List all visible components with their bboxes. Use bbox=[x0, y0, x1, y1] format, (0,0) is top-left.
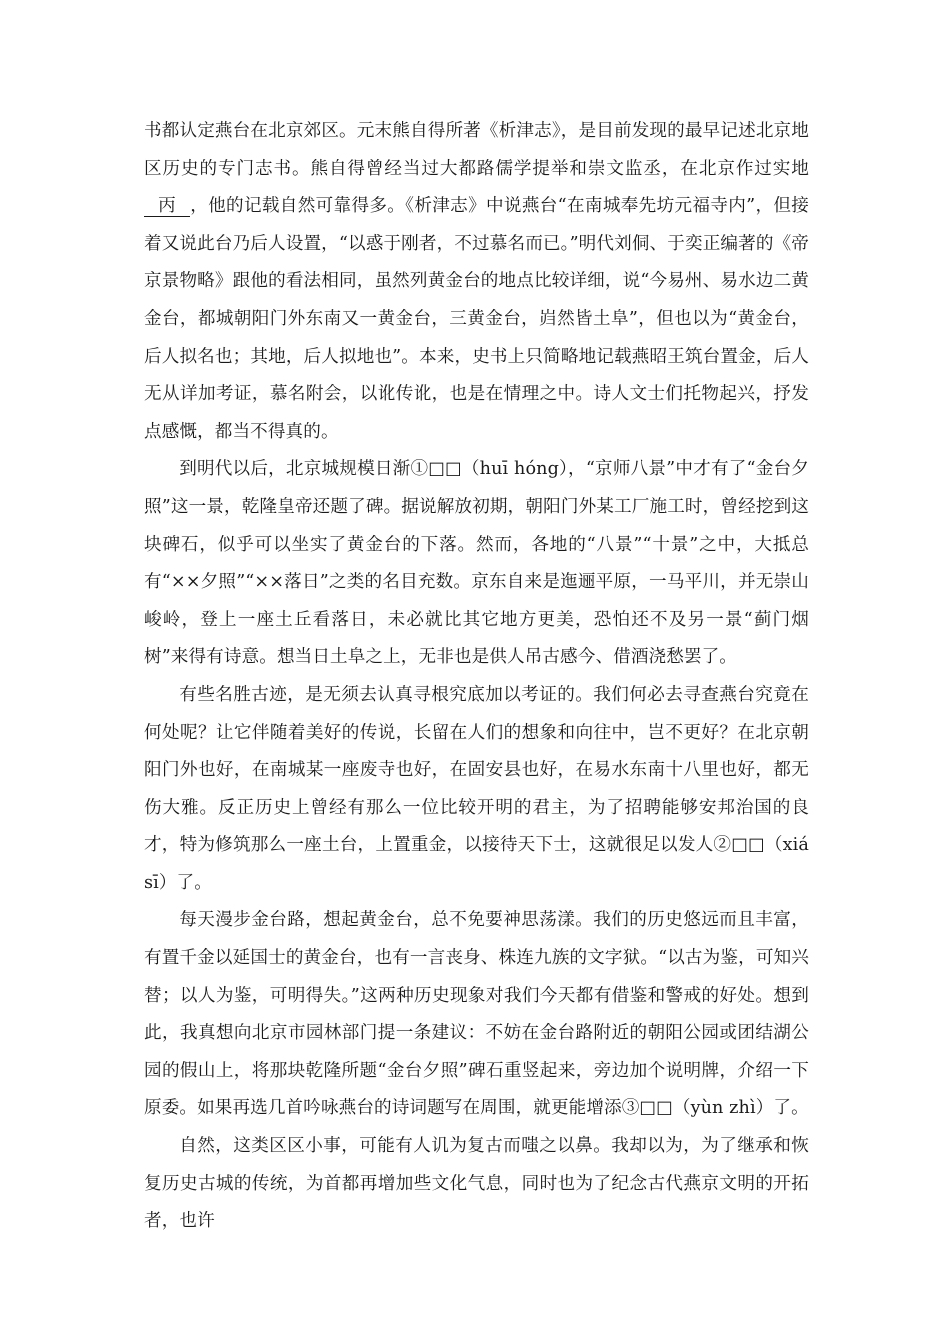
paragraph-text: 自然，这类区区小事，可能有人讥为复古而嗤之以鼻。我却以为，为了继承和恢复历史古城的传统，为首都再增加些文化气息，同时也为了纪念古代燕京文明的开拓者，也许 bbox=[144, 1136, 809, 1232]
article-body bbox=[144, 113, 809, 1241]
paragraph-text: 到明代以后，北京城规模日渐①□□（huī hóng），“京师八景”中才有了“金台夕照”这一景，乾隆皇帝还题了碑。据说解放初期，朝阳门外某工厂施工时，曾经挖到这块碑石，似乎可以坐实了黄金台的下落。然而，各地的“八景”“十景”之中，大抵总有“××夕照”“××落日”之类的名目充数。京东自来是迤逦平原，一马平川，并无崇山峻岭，登上一座土丘看落日，未必就比其它地方更美，恐怕还不及另一景“蓟门烟树”来得有诗意。想当日土阜之上，无非也是供人吊古感今、借酒浇愁罢了。 bbox=[144, 459, 809, 668]
paragraph-3 bbox=[144, 677, 809, 903]
paragraph-text: 有些名胜古迹，是无须去认真寻根究底加以考证的。我们何必去寻查燕台究竟在何处呢？让它伴随着美好的传说，长留在人们的想象和向往中，岂不更好？在北京朝阳门外也好，在南城某一座废寺也好，在固安县也好，在易水东南十八里也好，都无伤大雅。反正历史上曾经有那么一位比较开明的君主，为了招聘能够安邦治国的良才，特为修筑那么一座土台，上置重金，以接待天下士，这就很足以发人②□□（xiá sī）了。 bbox=[144, 684, 809, 893]
paragraph-text: ，他的记载自然可靠得多。《析津志》中说燕台“在南城奉先坊元福寺内”，但接着又说此台乃后人设置，“以惑于刚者，不过慕名而已。”明代刘侗、于奕正编著的《帝京景物略》跟他的看法相同，虽然列黄金台的地点比较详细，说“今易州、易水边二黄金台，都城朝阳门外东南又一黄金台，三黄金台，岿然皆土阜”，但也以为“黄金台，后人拟名也；其地，后人拟地也”。本来，史书上只简略地记载燕昭王筑台置金，后人无从详加考证，慕名附会，以讹传讹，也是在情理之中。诗人文士们托物起兴，抒发点感慨，都当不得真的。 bbox=[144, 196, 809, 442]
paragraph-text: 书都认定燕台在北京郊区。元末熊自得所著《析津志》，是目前发现的最早记述北京地区历史的专门志书。熊自得曾经当过大都路儒学提举和崇文监丞，在北京作过实地 bbox=[144, 121, 809, 179]
paragraph-5 bbox=[144, 1128, 809, 1241]
paragraph-1 bbox=[144, 113, 809, 451]
paragraph-text: 每天漫步金台路，想起黄金台，总不免要神思荡漾。我们的历史悠远而且丰富，有置千金以延国士的黄金台，也有一言丧身、株连九族的文字狱。“以古为鉴，可知兴替；以人为鉴，可明得失。”这两种历史现象对我们今天都有借鉴和警戒的好处。想到此，我真想向北京市园林部门提一条建议：不妨在金台路附近的朝阳公园或团结湖公园的假山上，将那块乾隆所题“金台夕照”碑石重竖起来，旁边加个说明牌，介绍一下原委。如果再选几首吟咏燕台的诗词题写在周围，就更能增添③□□（yùn zhì）了。 bbox=[144, 910, 809, 1119]
paragraph-4 bbox=[144, 902, 809, 1128]
paragraph-2 bbox=[144, 451, 809, 677]
fill-in-blank: 丙 bbox=[144, 196, 190, 217]
